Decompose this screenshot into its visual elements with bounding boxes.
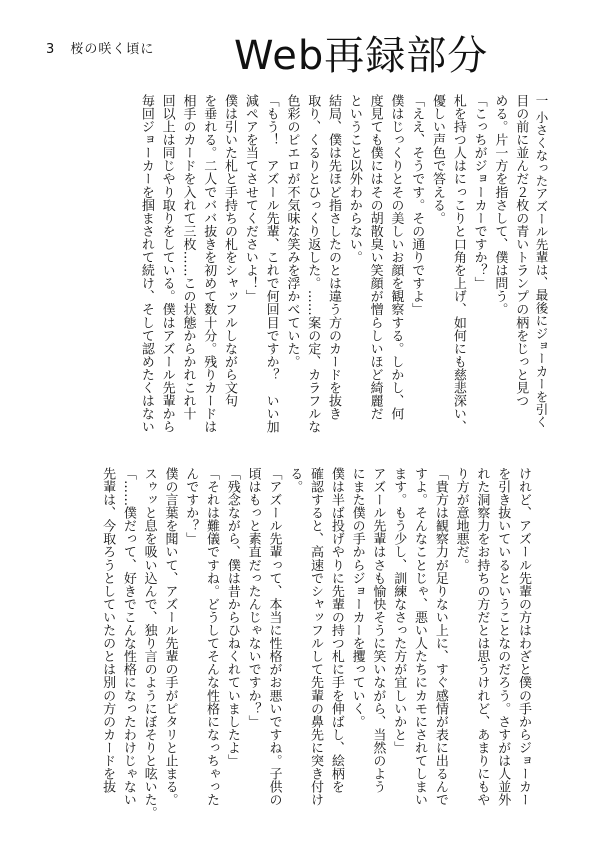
text-line: 「もう！ アズール先輩、これで何回目ですか？ いい加 <box>263 94 279 434</box>
text-line: ということ以外わからない。 <box>346 94 362 264</box>
text-line: 僕は半ば投げやりに先輩の持つ札に手を伸ばし、絵柄を <box>328 467 344 794</box>
text-line: 「……僕だって、好きでこんな性格になったわけじゃない <box>120 467 136 807</box>
text-line: れた洞察力をお持ちの方だとは思うけれど、あまりにもや <box>474 467 490 807</box>
text-line: 度見ても僕にはその胡散臭い笑顔が憎らしいほど綺麗だ <box>367 94 383 421</box>
text-line: る。 <box>287 467 303 494</box>
text-line: 僕の言葉を聞いて、アズール先輩の手がピタリと止まる。 <box>162 467 178 807</box>
text-line: 結局、僕は先ほど指さしたのとは違う方のカードを抜き <box>326 94 342 421</box>
chapter-title: 一 小さくなったアズール先輩は、最後にジョーカーを引く <box>534 94 549 429</box>
text-line: 僕は引いた札と手持ちの札をシャッフルしながら文句 <box>222 94 238 408</box>
text-line: 札を持つ人はにっこりと口角を上げ、如何にも慈悲深い、 <box>450 94 466 434</box>
web-reprint-banner: Web再録部分 <box>234 33 489 79</box>
text-block-bottom <box>100 467 533 820</box>
text-line: 「それは難儀ですね。どうしてそんな性格になっちゃった <box>204 467 220 807</box>
text-line: を引き抜いているということなのだろう。さすがは人並外 <box>495 467 511 807</box>
text-line: 目の前に並んだ２枚の青いトランプの柄をじっと見つ <box>513 94 529 408</box>
text-line: める。片一方を指さして、僕は問う。 <box>492 94 508 316</box>
text-line: んですか？」 <box>183 467 199 546</box>
text-line: 相手のカードを入れて三枚……この状態からかれこれ十 <box>180 94 196 421</box>
text-line: り方が意地悪だ。 <box>453 467 469 572</box>
text-line: 「ええ、そうです。その通りですよ」 <box>409 94 425 316</box>
text-line: 確認すると、高速でシャッフルして先輩の鼻先に突き付け <box>308 467 324 807</box>
text-line: 僕はじっくりとその美しいお顔を観察する。しかし、何 <box>388 94 404 421</box>
text-line: けれど、アズール先輩の方はわざと僕の手からジョーカー <box>516 467 531 807</box>
text-line: 優しい声色で答える。 <box>430 94 446 225</box>
text-line: 色彩のピエロが不気味な笑みを浮かべていた。 <box>284 94 300 369</box>
text-line: 「アズール先輩って、本当に性格がお悪いですね。子供の <box>266 467 282 807</box>
text-line: 「こっちがジョーカーですか？」 <box>471 94 487 290</box>
running-header <box>46 38 154 57</box>
text-line: 「貴方は観察力が足りない上に、すぐ感情が表に出るんで <box>432 467 448 807</box>
text-line: ます。もう少し、訓練なさった方が宜しいかと」 <box>391 467 407 755</box>
text-line: アズール先輩はさも愉快そうに笑いながら、当然のよう <box>370 467 386 794</box>
text-line: スゥッと息を吸い込んで、独り言のようにぼそりと呟いた。 <box>141 467 157 820</box>
text-line: 回以上は同じやり取りをしている。僕はアズール先輩から <box>159 94 175 434</box>
text-line: にまた僕の手からジョーカーを攫っていく。 <box>349 467 365 728</box>
page-number: 3 <box>46 42 56 57</box>
text-line: 「残念ながら、僕は昔からひねくれていましたよ」 <box>224 467 240 768</box>
text-line: 毎回ジョーカーを掴まされて続け、そして認めたくはない <box>138 94 154 434</box>
text-line: 頃はもっと素直だったんじゃないですか？」 <box>245 467 261 728</box>
text-line: 減ペアを当てさせてくださいよ！」 <box>242 94 258 303</box>
text-line: 先輩は、今取ろうとしていたのとは別の方のカードを抜 <box>100 467 116 794</box>
text-line: すよ。そんなことじゃ、悪い人たちにカモにされてしまい <box>412 467 428 807</box>
text-line: 取り、くるりとひっくり返した。……案の定、カラフルな <box>305 94 321 434</box>
text-line: を垂れる。二人でババ抜きを初めて数十分。残りカードは <box>201 94 217 434</box>
book-title: 桜の咲く頃に <box>70 42 155 57</box>
text-block-top <box>121 94 551 436</box>
